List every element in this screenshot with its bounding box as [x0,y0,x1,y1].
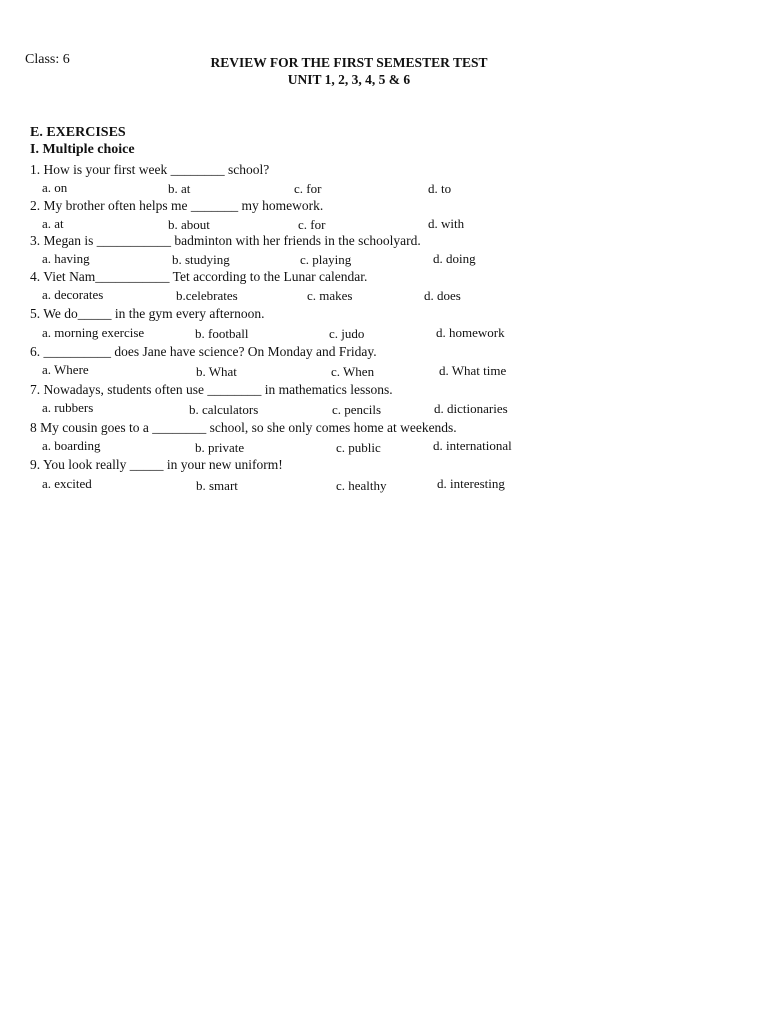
option-a: a. having [42,251,90,266]
option-d: d. What time [439,363,507,378]
option-c: c. judo [329,326,365,341]
question-2: 2. My brother often helps me _______ my homework. [30,198,324,213]
option-c: c. pencils [332,402,382,417]
option-a: a. morning exercise [42,325,145,340]
option-c: c. When [331,364,375,379]
question-1: 1. How is your first week ________ school? [30,162,270,177]
option-c: c. for [294,181,322,196]
option-b: b. smart [196,478,238,493]
option-a: a. at [42,216,64,231]
option-c: c. healthy [336,478,387,493]
section-subheading: I. Multiple choice [30,142,135,157]
option-b: b. football [195,326,249,341]
section-heading: E. EXERCISES [30,125,126,140]
question-5: 5. We do_____ in the gym every afternoon. [30,306,265,321]
option-b: b. What [196,364,237,379]
option-d: d. with [428,216,465,231]
option-a: a. decorates [42,287,104,302]
question-4: 4. Viet Nam___________ Tet according to the Lunar calendar. [30,269,368,284]
option-d: d. homework [436,325,505,340]
option-d: d. interesting [437,476,505,491]
question-9: 9. You look really _____ in your new uniform! [30,457,283,472]
question-7: 7. Nowadays, students often use ________ in mathematics lessons. [30,382,393,397]
question-8: 8 My cousin goes to a ________ school, so she only comes home at weekends. [30,420,457,435]
option-d: d. dictionaries [434,401,508,416]
option-a: a. boarding [42,438,101,453]
class-label: Class: 6 [25,52,70,67]
option-c: c. for [298,217,326,232]
document-subtitle: UNIT 1, 2, 3, 4, 5 & 6 [287,72,411,87]
option-c: c. public [336,440,381,455]
question-3: 3. Megan is ___________ badminton with her friends in the schoolyard. [30,233,421,248]
option-b: b.celebrates [176,288,238,303]
option-d: d. international [433,438,512,453]
option-b: b. studying [172,252,230,267]
question-6: 6. __________ does Jane have science? On Monday and Friday. [30,344,377,359]
option-b: b. about [168,217,210,232]
option-d: d. doing [433,251,476,266]
option-c: c. makes [307,288,353,303]
option-c: c. playing [300,252,352,267]
option-a: a. rubbers [42,400,94,415]
option-b: b. at [168,181,191,196]
option-a: a. excited [42,476,92,491]
option-a: a. Where [42,362,89,377]
document-title: REVIEW FOR THE FIRST SEMESTER TEST [210,55,488,70]
option-d: d. does [424,288,461,303]
option-b: b. private [195,440,245,455]
option-d: d. to [428,181,452,196]
option-b: b. calculators [189,402,259,417]
option-a: a. on [42,180,68,195]
